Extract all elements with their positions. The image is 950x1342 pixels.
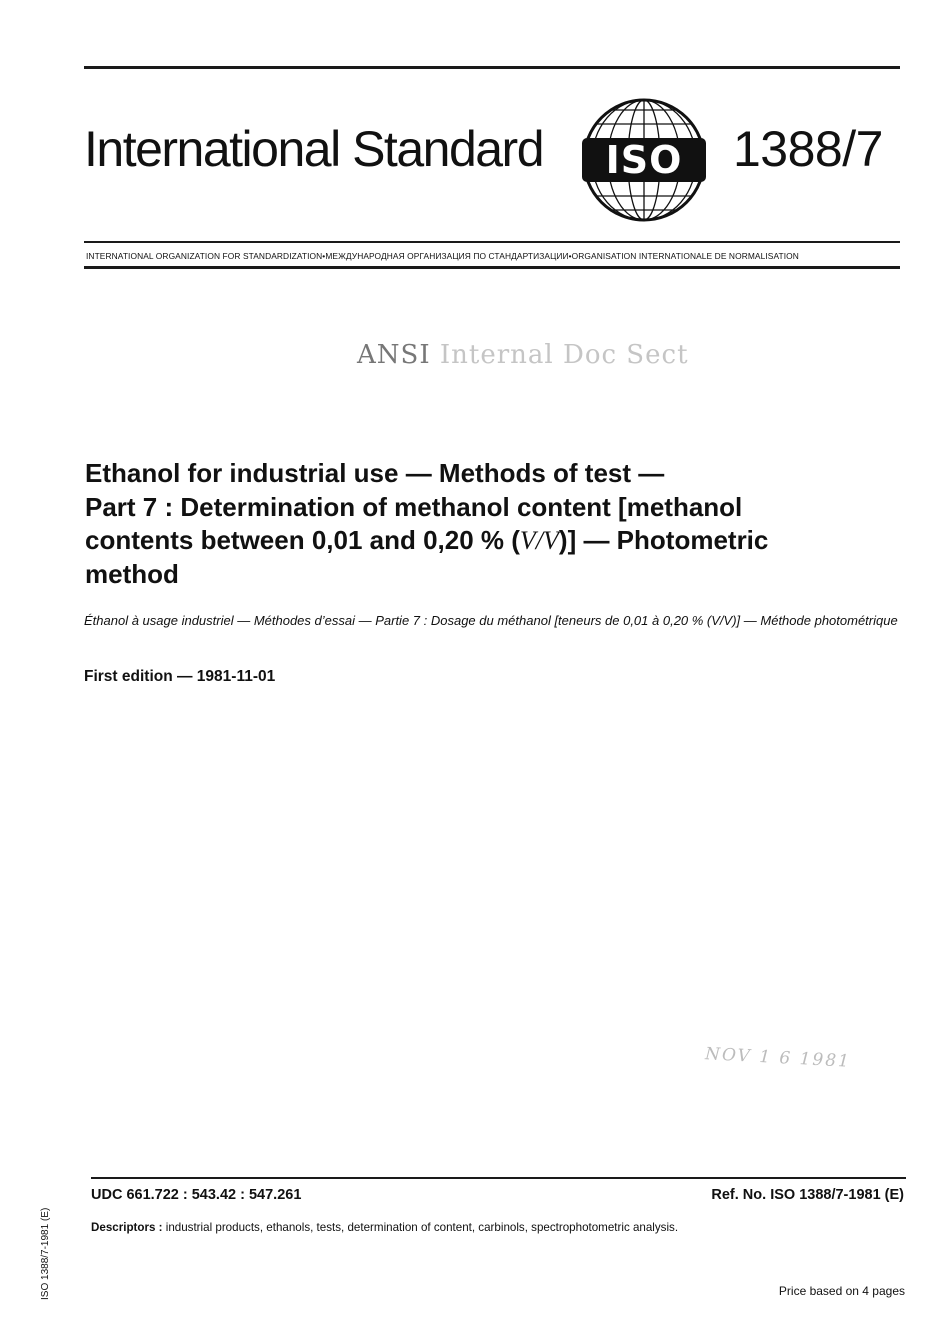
title-line-4: method <box>85 558 179 589</box>
iso-logo-text: ISO <box>605 138 683 182</box>
ansi-stamp-faint: Internal Doc Sect <box>439 340 689 370</box>
title-line-3-vv: V/V <box>519 526 559 555</box>
french-title: Éthanol à usage industriel — Méthodes d’essai — Partie 7 : Dosage du méthanol [teneurs de 0,01 à 0,20 % (V/V)] — Méthode photométrique <box>84 613 898 628</box>
title-line-2: Part 7 : Determination of methanol content [methanol <box>85 491 743 522</box>
side-label: ISO 1388/7-1981 (E) <box>40 1207 51 1300</box>
standard-number: 1388/7 <box>733 121 883 177</box>
title-line-1: Ethanol for industrial use — Methods of test — <box>85 458 665 488</box>
organization-line: INTERNATIONAL ORGANIZATION FOR STANDARDIZATION•МЕЖДУНАРОДНАЯ ОРГАНИЗАЦИЯ ПО СТАНДАРТИЗАЦИИ•ORGANISATION INTERNATIONALE DE NORMALISATION <box>86 251 799 261</box>
descriptors-label: Descriptors : <box>91 1221 163 1234</box>
org-rule-top <box>84 241 900 243</box>
document-title <box>85 457 915 591</box>
ansi-stamp <box>357 340 689 370</box>
reference-number: Ref. No. ISO 1388/7-1981 (E) <box>711 1187 904 1203</box>
title-line-3-start: contents between 0,01 and 0,20 % ( <box>85 525 520 555</box>
iso-logo <box>578 94 710 226</box>
descriptors-text: industrial products, ethanols, tests, determination of content, carbinols, spectrophotometric analysis. <box>165 1221 679 1234</box>
price-note: Price based on 4 pages <box>778 1284 905 1298</box>
header-title: International Standard <box>84 121 544 177</box>
ansi-stamp-strong: ANSI <box>357 340 431 370</box>
descriptors <box>91 1221 678 1234</box>
top-rule <box>84 66 900 69</box>
footer-rule <box>91 1177 906 1179</box>
org-rule-bottom <box>84 266 900 269</box>
received-date-stamp: NOV 1 6 1981 <box>704 1044 852 1072</box>
udc-classification: UDC 661.722 : 543.42 : 547.261 <box>91 1187 302 1203</box>
title-line-3-end: )] — Photometric <box>558 525 769 555</box>
edition: First edition — 1981-11-01 <box>84 668 276 685</box>
